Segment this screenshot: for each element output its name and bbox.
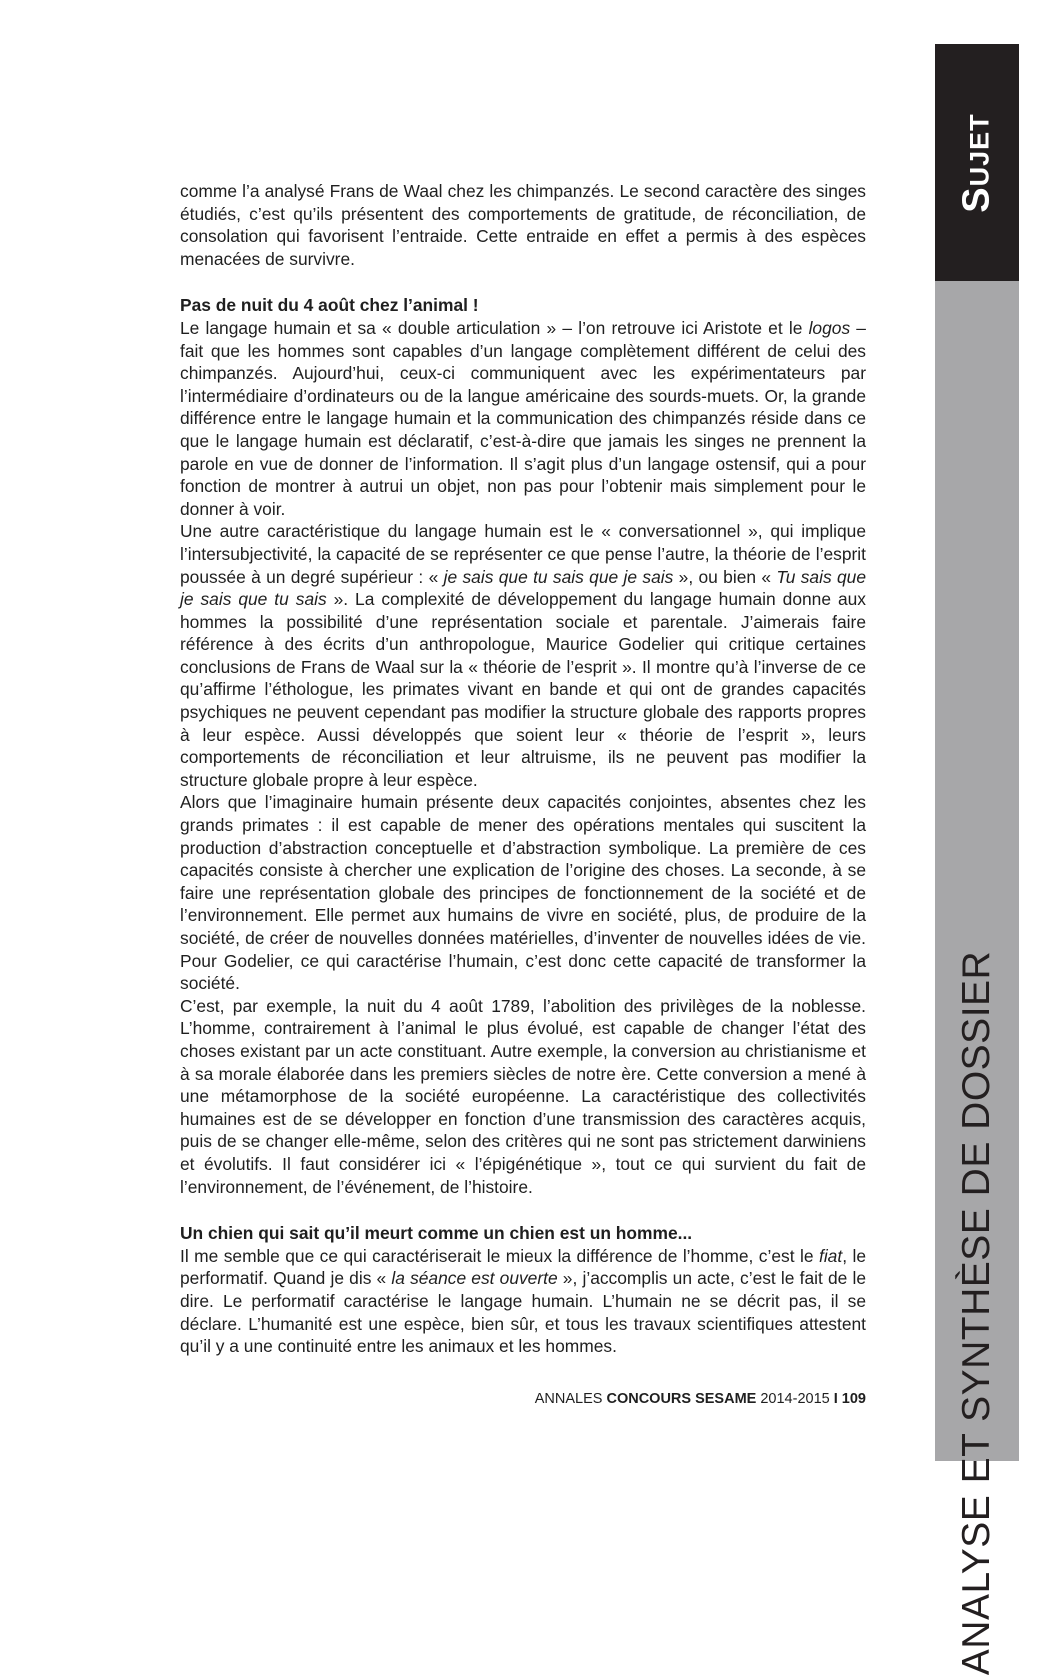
footer-separator: I — [833, 1391, 838, 1407]
text-run: – fait que les hommes sont capables d’un langage complètement différent de celui des chimpanzés. Aujourd’hui, ceux-ci communiquent avec les expérimentateurs par l’intermédiaire d’ordinateurs ou de la langue américaine des sourds-muets. Or, la grande différence entre le langage humain et la communication des chimpanzés réside dans ce que le langage humain est déclaratif, c’est-à-dire que jamais les singes ne prennent la parole en vue de donner de l’information. Il s’agit plus d’un langage ostensif, qui a pour fonction de montrer à autrui un objet, non pas pour l’obtenir mais simplement pour le donner à voir. — [180, 317, 866, 519]
italic-run: Tu sais que je sais que tu sais — [180, 566, 867, 610]
paragraph-imaginary: Alors que l’imaginaire humain présente deux capacités conjointes, absentes chez les grands primates : il est capable de mener des opérations mentales qui suscitent la production d’abstraction conceptuelle et d’abstraction symbolique. La première de ces capacités consiste à chercher une explication de l’origine des choses. La seconde, à se faire une représentation globale des principes de fonctionnement de la société et de l’environnement. Elle permet aux humains de vivre en société, plus, de produire de la société, de créer de nouvelles données matérielles, d’inventer de nouvelles idées de vie. Pour Godelier, ce qui caractérise l’humain, c’est donc cette capacité de transformer la société. — [180, 792, 866, 994]
footer-annales: ANNALES — [534, 1391, 603, 1407]
category-label: ANALYSE ET SYNTHÈSE DE DOSSIER — [955, 950, 998, 1675]
paragraph-august-night: C’est, par exemple, la nuit du 4 août 1789, l’abolition des privilèges de la noblesse. L’homme, contrairement à l’animal le plus évolué, est capable de changer l’état des choses existant par un acte constituant. Autre exemple, la conversion au christianisme et à sa morale élaborée dans les premiers siècles de notre ère. Cette conversion a mené à une métamorphose de la société européenne. La caractéristique des collectivités humaines est de se développer en fonction d’une transmission des caractères acquis, puis de se changer elle-même, selon des critères qui ne sont pas strictement darwiniens et évolutifs. Il faut considérer ici « l’épigénétique », tout ce qui survient du fait de l’environnement, de l’événement, de l’histoire. — [180, 995, 866, 1197]
italic-run: logos — [808, 317, 851, 338]
footer-years: 2014-2015 — [760, 1391, 830, 1407]
paragraph-performative — [180, 1245, 866, 1358]
article-body — [180, 180, 866, 1358]
section-label: Sujet — [955, 112, 998, 213]
intro-paragraph: comme l’a analysé Frans de Waal chez les chimpanzés. Le second caractère des singes étudiés, c’est qu’ils présentent des comportements de gratitude, de réconciliation, de consolation qui favorisent l’entraide. Cette entraide en effet a permis à des espèces menacées de survivre. — [180, 181, 866, 269]
text-run: , le performatif. Quand je dis « — [180, 1245, 866, 1289]
paragraph-conversational — [180, 520, 866, 791]
text-run: », ou bien « — [673, 566, 777, 587]
section-heading-1: Pas de nuit du 4 août chez l’animal ! — [180, 295, 479, 316]
category-tab — [935, 281, 1019, 1675]
section-heading-2: Un chien qui sait qu’il meurt comme un chien est un homme... — [180, 1223, 693, 1244]
text-run: », j’accomplis un acte, c’est le fait de le dire. Le performatif caractérise le langage humain. L’humain ne se décrit pas, il se déclare. L’humanité est une espèce, bien sûr, et tous les travaux scientifiques attestent qu’il y a une continuité entre les animaux et les hommes. — [180, 1268, 866, 1357]
text-run: Il me semble que ce qui caractériserait le mieux la différence de l’homme, c’est le — [180, 1245, 819, 1266]
italic-run: je sais que tu sais que je sais — [443, 566, 674, 587]
paragraph-language — [180, 317, 866, 520]
italic-run: la séance est ouverte — [391, 1268, 558, 1289]
italic-run: fiat — [818, 1245, 843, 1266]
text-run: Une autre caractéristique du langage humain est le « conversationnel », qui implique l’intersubjectivité, la capacité de se représenter ce que pense l’autre, la théorie de l’esprit poussée à un degré supérieur : « — [180, 521, 866, 587]
section-tab — [935, 44, 1019, 281]
footer-brand: CONCOURS SESAME — [606, 1391, 757, 1407]
text-run: ». La complexité de développement du langage humain donne aux hommes la possibilité d’une représentation sociale et parentale. J’aimerais faire référence à des écrits d’un anthropologue, Maurice Godelier qui critique certaines conclusions de Frans de Waal sur la « théorie de l’esprit ». Il montre qu’à l’inverse de ce qu’affirme l’éthologue, les primates vivant en bande et qui ont de grandes capacités psychiques ne peuvent cependant pas modifier la structure globale des rapports propres à leur espèce. Aussi développés que soient leur « théorie de l’esprit », leurs comportements de réconciliation et leur altruisme, ils ne peuvent pas modifier la structure globale propre à leur espèce. — [180, 589, 866, 790]
page-number: 109 — [841, 1391, 866, 1407]
text-run: Le langage humain et sa « double articulation » – l’on retrouve ici Aristote et le — [180, 317, 809, 338]
page-footer — [535, 1391, 866, 1407]
